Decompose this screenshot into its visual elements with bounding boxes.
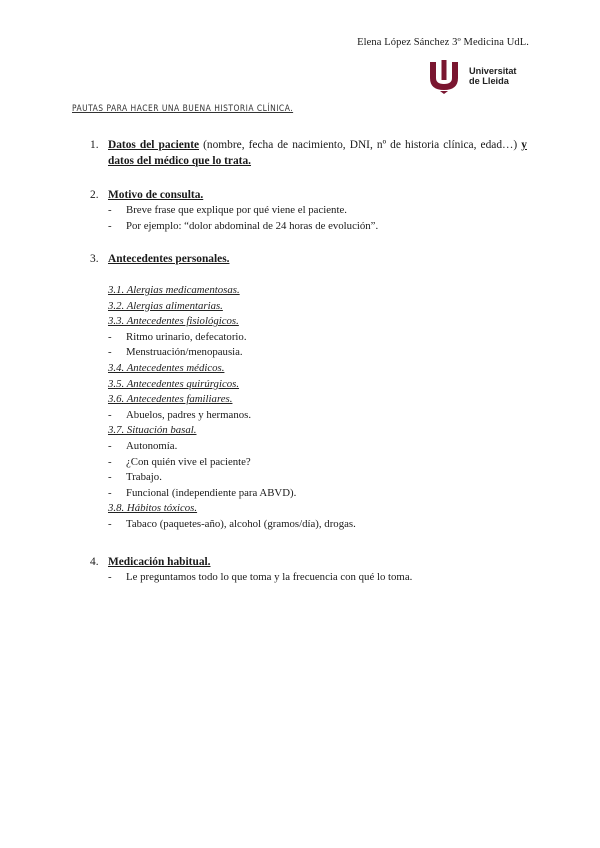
university-logo	[427, 58, 517, 94]
list-item: - ¿Con quién vive el paciente?	[108, 455, 251, 468]
section-4	[72, 554, 527, 586]
logo-text-line1: Universitat	[469, 66, 517, 76]
section-heading: Datos del paciente	[108, 139, 200, 151]
author-line: Elena López Sánchez 3º Medicina UdL.	[357, 37, 529, 48]
list-item: - Breve frase que explique por qué viene el paciente.	[108, 204, 347, 216]
section-heading-2: y datos del médico que lo trata.	[108, 139, 527, 167]
section-number: 4.	[90, 556, 99, 568]
section-number: 2.	[90, 189, 99, 201]
list-item: - Funcional (independiente para ABVD).	[108, 486, 297, 499]
list-item: - Por ejemplo: “dolor abdominal de 24 horas de evolución”.	[108, 219, 379, 232]
section-3	[72, 251, 527, 533]
document-title: PAUTAS PARA HACER UNA BUENA HISTORIA CLÍNICA.	[72, 103, 294, 113]
logo-text-line2: de Lleida	[469, 76, 509, 86]
list-item: - Le preguntamos todo lo que toma y la frecuencia con qué lo toma.	[108, 571, 413, 583]
list-item: - Abuelos, padres y hermanos.	[108, 408, 252, 421]
section-1	[72, 137, 527, 169]
list-item: - Trabajo.	[108, 471, 162, 484]
section-number: 1.	[90, 139, 99, 151]
subsection-heading: 3.8. Hábitos tóxicos.	[108, 502, 198, 515]
section-number: 3.	[90, 253, 99, 265]
section-heading: Medicación habitual.	[108, 556, 211, 568]
section-heading: Motivo de consulta.	[108, 189, 204, 201]
subsection-heading: 3.4. Antecedentes médicos.	[108, 361, 225, 374]
list-item: - Tabaco (paquetes-año), alcohol (gramos/día), drogas.	[108, 517, 356, 530]
udl-emblem-icon	[427, 58, 461, 94]
list-item: - Autonomía.	[108, 439, 178, 452]
section-2	[72, 187, 527, 234]
subsection-heading: 3.1. Alergias medicamentosas.	[108, 284, 240, 296]
subsection-heading: 3.6. Antecedentes familiares.	[108, 393, 233, 406]
subsection-heading: 3.2. Alergias alimentarias.	[108, 299, 223, 312]
subsection-heading: 3.3. Antecedentes fisiológicos.	[108, 315, 239, 328]
subsection-heading: 3.7. Situación basal.	[108, 424, 197, 437]
subsection-heading: 3.5. Antecedentes quirúrgicos.	[108, 377, 240, 390]
section-heading: Antecedentes personales.	[108, 253, 230, 265]
section-detail: (nombre, fecha de nacimiento, DNI, nº de historia clínica, edad…)	[199, 139, 522, 151]
list-item: - Menstruación/menopausia.	[108, 346, 243, 359]
list-item: - Ritmo urinario, defecatorio.	[108, 330, 247, 343]
